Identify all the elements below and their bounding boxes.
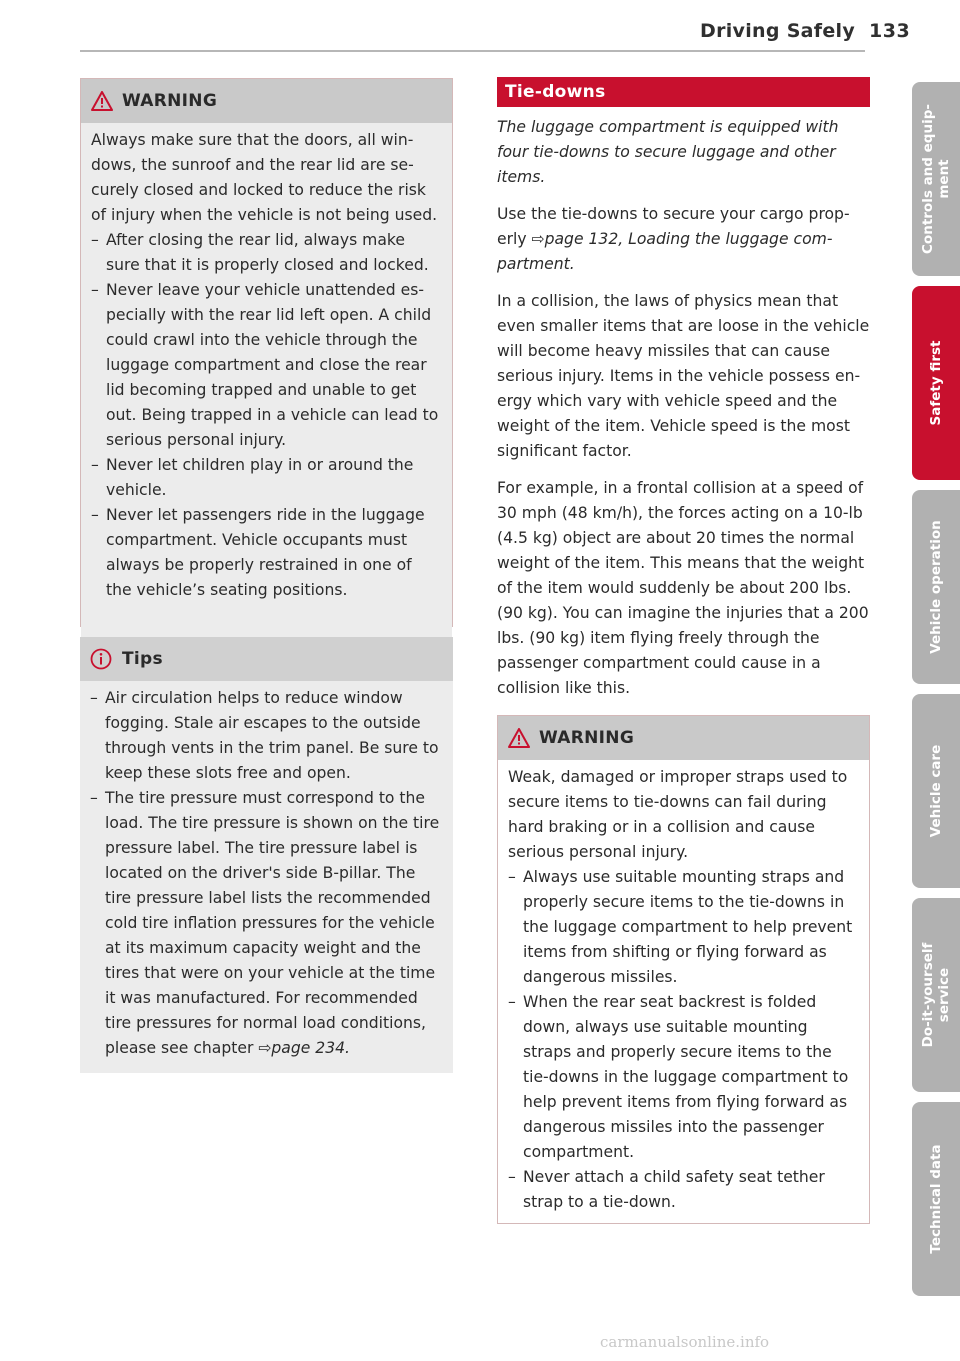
watermark: carmanualsonline.info — [600, 1333, 770, 1351]
tab-label: Vehicle care — [928, 744, 944, 838]
tips-title: Tips — [122, 648, 163, 669]
header-rule — [80, 50, 865, 52]
tab-vehicle-operation[interactable] — [912, 490, 960, 684]
warning-title: WARNING — [122, 90, 218, 111]
warning-box-header — [498, 716, 869, 760]
section-heading: Tie-downs — [497, 77, 870, 107]
warning-title: WARNING — [539, 727, 635, 748]
info-icon — [90, 648, 112, 670]
tab-label: Safety first — [928, 340, 944, 426]
right-column — [497, 77, 870, 1224]
warning-list-item: – Never leave your vehicle unattended especially with the rear lid left open. A child could crawl into the vehicle through the luggage compartment and close the rear lid becoming trapped and unable to get out. Being trapped in a vehicle can lead to serious personal injury. — [91, 278, 440, 453]
warning-triangle-icon — [91, 91, 113, 111]
running-header-section-title: Driving Safely — [700, 20, 856, 42]
tab-label: Technical data — [928, 1144, 944, 1254]
warning-list — [91, 228, 440, 603]
paragraph — [497, 202, 870, 277]
tab-label: Vehicle operation — [928, 520, 944, 654]
paragraph: For example, in a frontal collision at a speed of 30 mph (48 km/h), the forces acting on a 10-lb (4.5 kg) object are about 20 times the normal weight of the item. This means that the weight of the item would suddenly be about 200 lbs. (90 kg). You can imagine the injuries that a 200 lbs. (90 kg) item flying freely through the passenger compartment could cause in a collision like this. — [497, 479, 869, 697]
tips-list-item: – Air circulation helps to reduce window fogging. Stale air escapes to the outside through vents in the trim panel. Be sure to keep these slots free and open. — [90, 686, 441, 786]
tab-controls-and-equipment[interactable] — [912, 82, 960, 276]
tips-header — [80, 637, 453, 681]
tab-label-line: Controls and equip- — [920, 104, 936, 254]
warning-box-straps — [497, 715, 870, 1224]
tips-list-item — [90, 786, 441, 1061]
tab-label — [920, 943, 952, 1048]
warning-box-header — [81, 79, 452, 123]
section-intro: The luggage compartment is equipped with four tie-downs to secure luggage and other items. — [497, 118, 839, 186]
warning-box-body — [81, 123, 452, 638]
tips-box — [80, 637, 453, 1073]
tips-item-text: The tire pressure must correspond to the load. The tire pressure is shown on the tire pressure label. The tire pressure label is located on the driver's side B-pillar. The tire pressure label lists the recommended cold tire inflation pressures for the vehicle at its maximum capacity weight and the tires that were on your vehicle at the time it was manufactured. For recommended tire pressures for normal load conditions, please see chapter — [105, 789, 440, 1057]
warning-list-item: – Always use suitable mounting straps and properly secure items to the tie-downs in the luggage compartment to help prevent items from shifting or flying forward as dangerous missiles. — [508, 865, 857, 990]
warning-list — [508, 865, 857, 1215]
left-column — [80, 78, 453, 1073]
warning-list-item: – Never attach a child safety seat tether strap to a tie-down. — [508, 1165, 857, 1215]
page-reference-link[interactable]: ⇨page 234. — [258, 1039, 351, 1057]
warning-box-body — [498, 760, 869, 1223]
chapter-tabs — [912, 82, 960, 1306]
page-reference-link[interactable]: ⇨page 132, Loading the luggage compartment. — [497, 230, 833, 273]
warning-list-item: – After closing the rear lid, always make sure that it is properly closed and locked. — [91, 228, 440, 278]
warning-intro: Weak, damaged or improper straps used to secure items to tie-downs can fail during hard braking or in a collision and cause serious personal injury. — [508, 768, 848, 861]
tab-technical-data[interactable] — [912, 1102, 960, 1296]
tab-vehicle-care[interactable] — [912, 694, 960, 888]
tab-safety-first[interactable] — [912, 286, 960, 480]
tab-label-line: ment — [936, 159, 952, 199]
tips-list — [90, 686, 441, 1061]
tips-body — [80, 681, 453, 1073]
tab-do-it-yourself-service[interactable] — [912, 898, 960, 1092]
paragraph-text: Use the tie-downs to secure your cargo properly — [497, 205, 850, 248]
warning-list-item: – Never let passengers ride in the luggage compartment. Vehicle occupants must always be properly restrained in one of the vehicle’s seating positions. — [91, 503, 440, 603]
warning-box-doors — [80, 78, 453, 627]
paragraph: In a collision, the laws of physics mean that even smaller items that are loose in the vehicle will become heavy missiles that can cause serious injury. Items in the vehicle possess energy which vary with vehicle speed and the weight of the item. Vehicle speed is the most significant factor. — [497, 292, 870, 460]
warning-list-item: – When the rear seat backrest is folded down, always use suitable mounting straps and properly secure items to the tie-downs in the luggage compartment to help prevent items from flying forward as dangerous missiles into the passenger compartment. — [508, 990, 857, 1165]
page-number: 133 — [869, 20, 911, 42]
warning-intro: Always make sure that the doors, all windows, the sunroof and the rear lid are securely closed and locked to reduce the risk of injury when the vehicle is not being used. — [91, 131, 438, 224]
tab-label-line: Do-it-yourself — [920, 942, 936, 1048]
tab-label-line: service — [936, 967, 952, 1023]
warning-triangle-icon — [508, 728, 530, 748]
tab-label — [920, 104, 952, 254]
warning-list-item: – Never let children play in or around the vehicle. — [91, 453, 440, 503]
